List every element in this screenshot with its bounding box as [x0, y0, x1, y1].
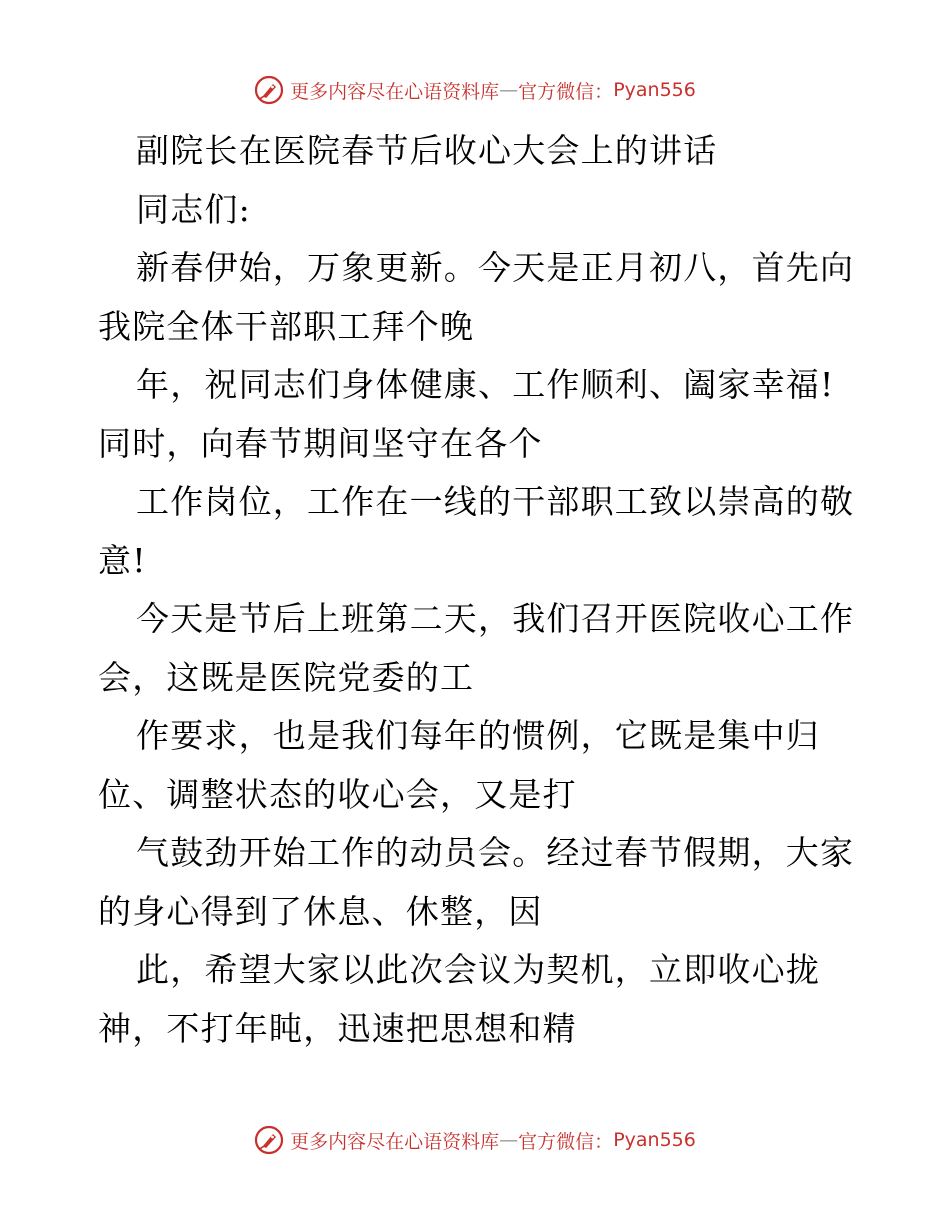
paragraph-line: 年，祝同志们身体健康、工作顺利、阖家幸福! — [136, 365, 835, 404]
banner-wechat-label: 官方微信： — [518, 80, 614, 103]
paragraph-line: 气鼓劲开始工作的动员会。经过春节假期，大家 — [136, 833, 855, 872]
paragraph-line: 新春伊始，万象更新。今天是正月初八，首先向 — [136, 248, 855, 287]
paragraph-line: 工作岗位，工作在一线的干部职工致以崇高的敬 — [136, 482, 855, 521]
header-banner — [0, 70, 950, 110]
banner-site-text: 更多内容尽在心语资料库 — [290, 80, 500, 103]
paragraph-line: 会，这既是医院党委的工 — [98, 657, 475, 697]
document-body — [98, 122, 858, 1058]
paragraph-line: 位、调整状态的收心会，又是打 — [98, 774, 577, 814]
paragraph-line: 我院全体干部职工拜个晚 — [98, 306, 475, 346]
paragraph-line: 神，不打年盹，迅速把思想和精 — [98, 1008, 577, 1048]
paragraph-line: 此，希望大家以此次会议为契机，立即收心拢 — [136, 950, 820, 989]
pen-nib-logo-icon — [254, 75, 284, 105]
banner-site-text: 更多内容尽在心语资料库 — [290, 1130, 500, 1153]
banner-wechat-label: 官方微信： — [518, 1130, 614, 1153]
document-title: 副院长在医院春节后收心大会上的讲话 — [136, 131, 718, 170]
banner-separator: — — [499, 79, 519, 101]
paragraph-line: 今天是节后上班第二天，我们召开医院收心工作 — [136, 599, 855, 638]
paragraph-line: 同时，向春节期间坚守在各个 — [98, 423, 543, 463]
paragraph-line: 的身心得到了休息、休整，因 — [98, 891, 543, 931]
salutation: 同志们: — [136, 189, 251, 229]
paragraph-line: 作要求，也是我们每年的惯例，它既是集中归 — [136, 716, 820, 755]
banner-wechat-account: Pyan556 — [613, 79, 696, 101]
paragraph-line: 意! — [98, 540, 147, 580]
banner-separator: — — [499, 1129, 519, 1151]
footer-banner — [0, 1120, 950, 1160]
banner-wechat-account: Pyan556 — [613, 1129, 696, 1151]
pen-nib-logo-icon — [254, 1125, 284, 1155]
